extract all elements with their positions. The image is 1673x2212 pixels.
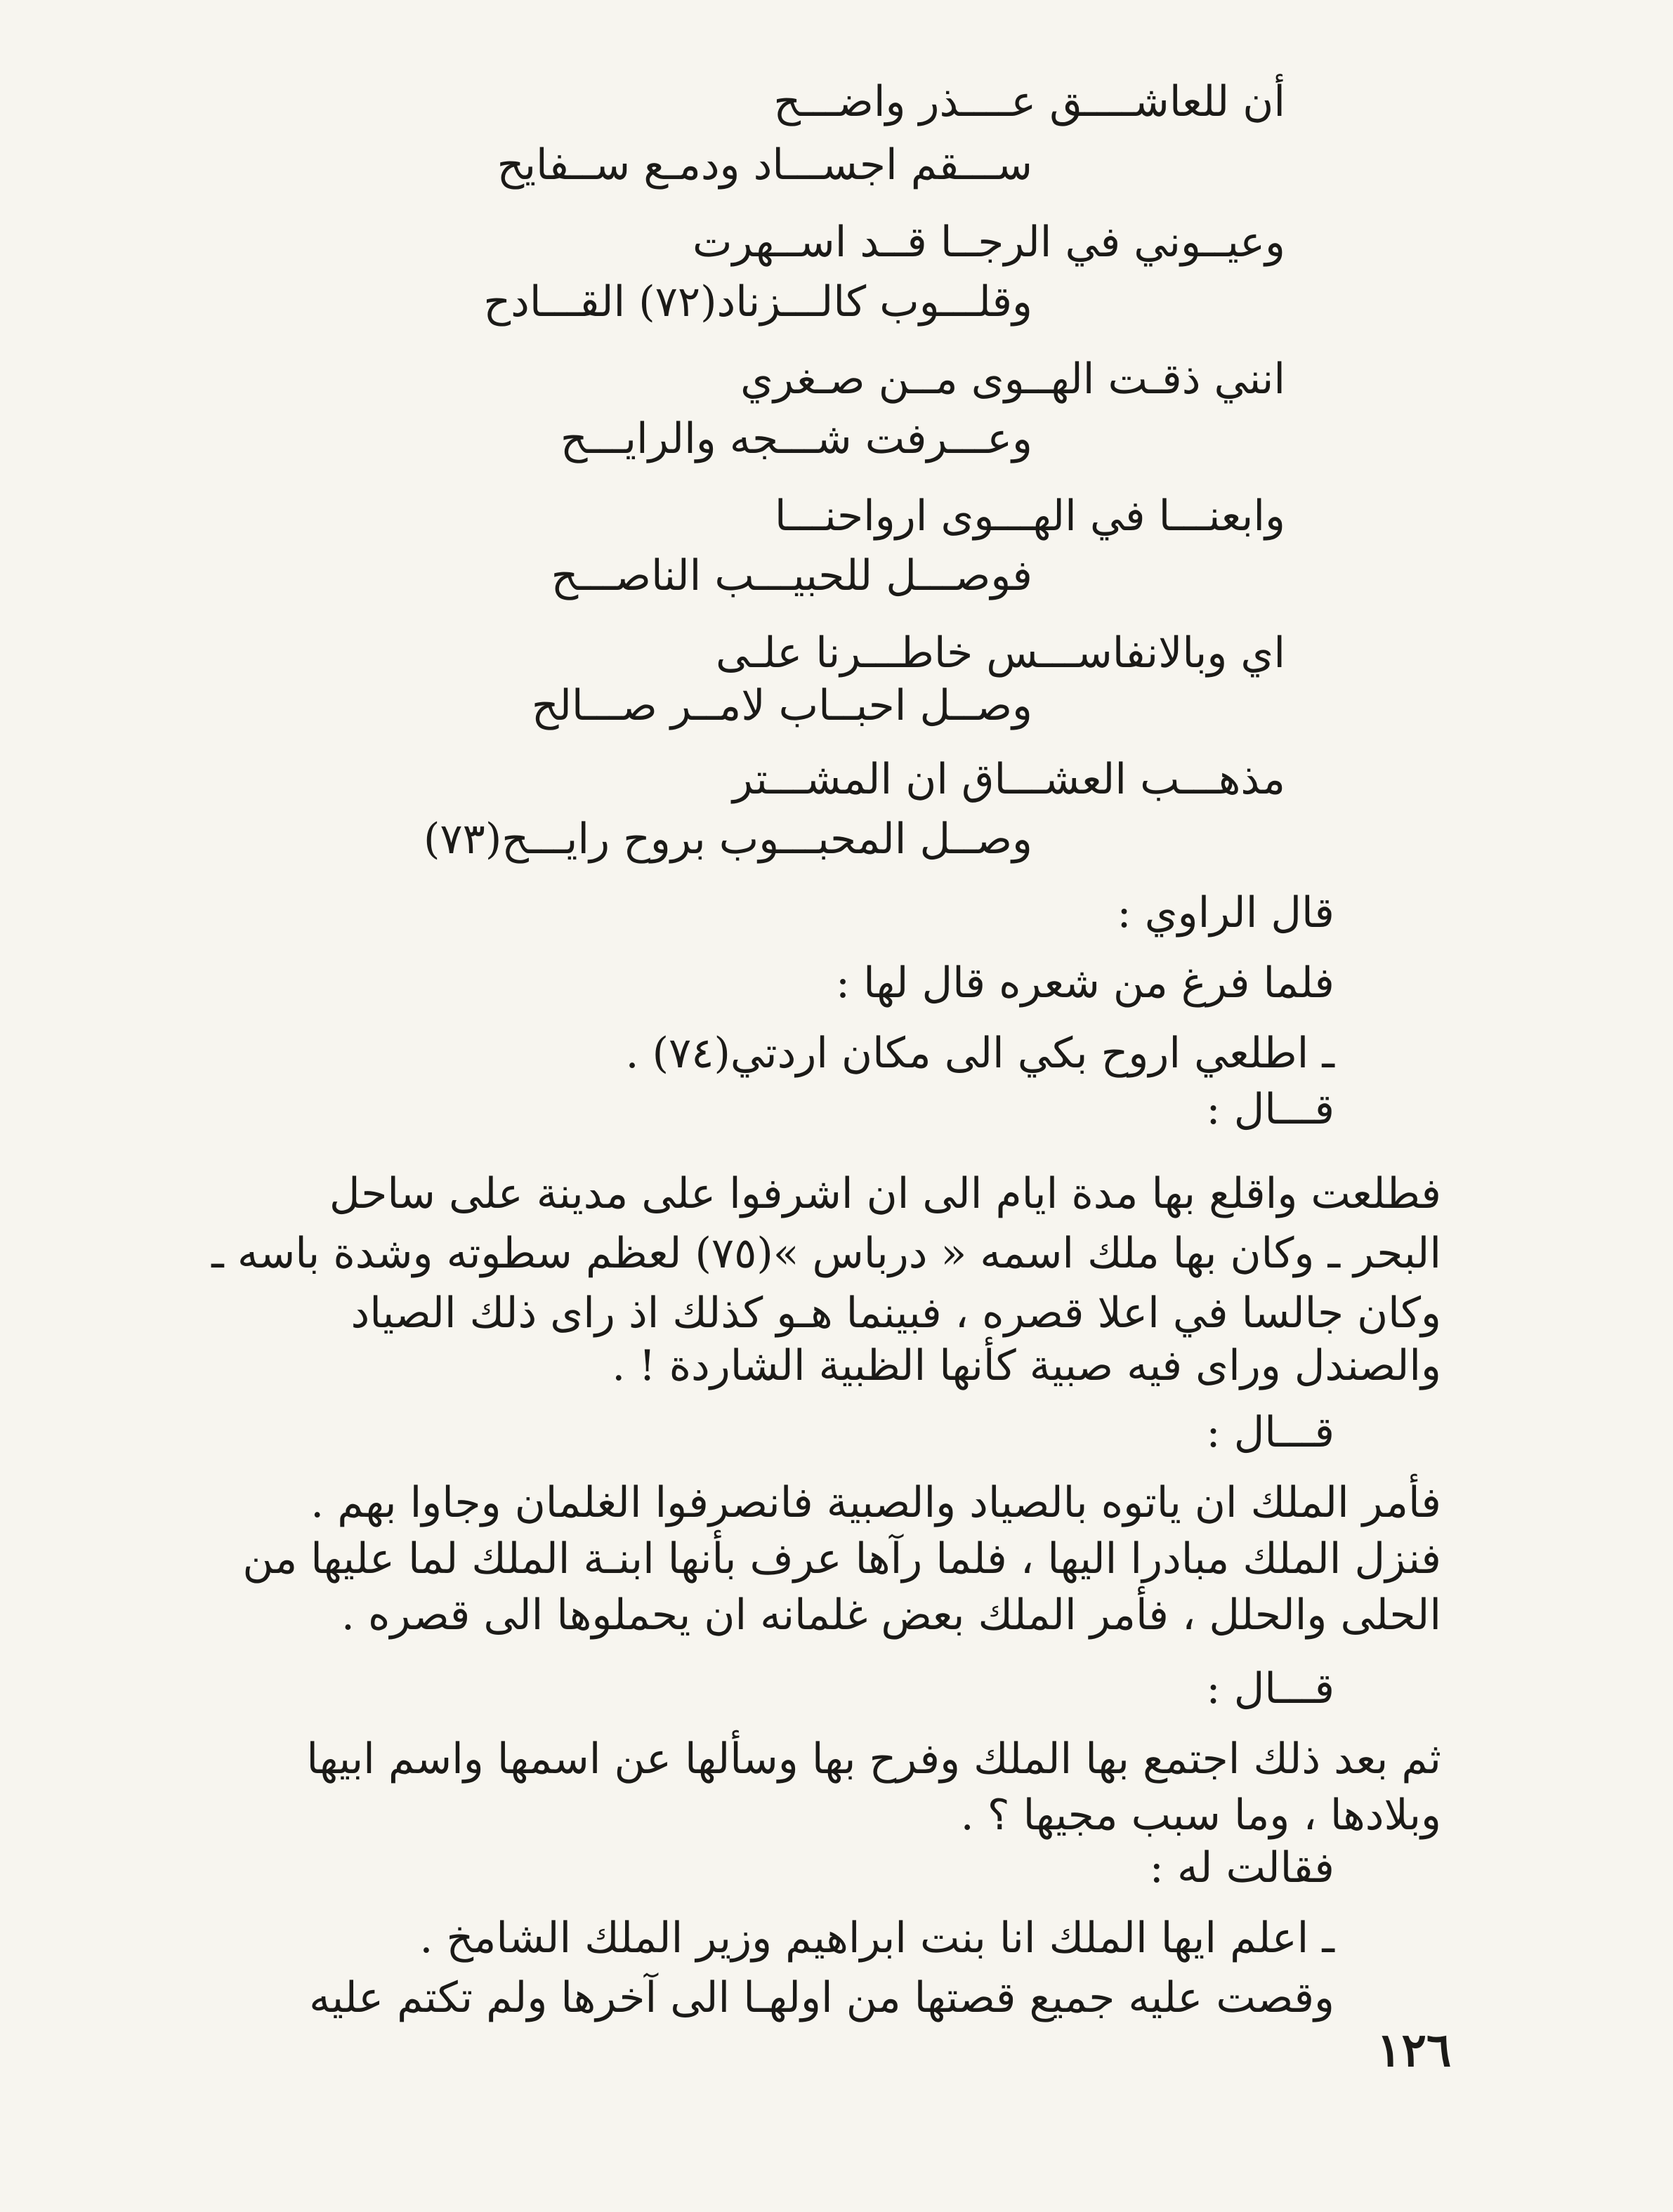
paragraph-2-line-3: الحلى والحلل ، فأمر الملك بعض غلمانه ان يحملوها الى قصره . xyxy=(341,1591,1441,1640)
poem-line-3b: وعـــرفت شـــجه والرايـــح xyxy=(560,414,1032,463)
narrative-line: فلما فرغ من شعره قال لها : xyxy=(835,959,1334,1008)
poem-line-4a: وابعنـــا في الهـــوى ارواحنـــا xyxy=(774,492,1285,541)
poem-line-2b: وقلـــوب كالـــزناد(٧٢) القـــادح xyxy=(483,277,1032,327)
narrator-heading: قال الراوي : xyxy=(1117,888,1334,937)
paragraph-1-line-3: وكان جالسا في اعلا قصره ، فبينما هـو كذلك اذ راى ذلك الصياد xyxy=(350,1289,1441,1338)
poem-line-3a: انني ذقـت الهــوى مــن صـغري xyxy=(740,355,1285,404)
poem-line-5b: وصــل احبــاب لامــر صـــالح xyxy=(531,681,1032,730)
dialogue-line: ـ اطلعي اروح بكي الى مكان اردتي(٧٤) . xyxy=(625,1029,1334,1078)
reply-line: ـ اعلم ايها الملك انا بنت ابراهيم وزير الملك الشامخ . xyxy=(419,1914,1334,1963)
poem-line-1b: ســـقم اجســـاد ودمـع ســفايح xyxy=(497,140,1032,190)
paragraph-1-line-1: فطلعت واقلع بها مدة ايام الى ان اشرفوا على مدينة على ساحل xyxy=(329,1169,1441,1218)
paragraph-1-line-4: والصندل وراى فيه صبية كأنها الظبية الشاردة ! . xyxy=(612,1341,1441,1390)
qal-heading: قـــال : xyxy=(1206,1408,1334,1457)
page-number: ١٢٦ xyxy=(1377,2022,1452,2077)
paragraph-2-line-1: فأمر الملك ان ياتوه بالصياد والصبية فانصرفوا الغلمان وجاوا بهم . xyxy=(310,1478,1441,1527)
paragraph-1-line-2: البحر ـ وكان بها ملك اسمه « درباس »(٧٥) لعظم سطوته وشدة باسه ـ xyxy=(211,1229,1441,1278)
qal-heading: قـــال : xyxy=(1206,1085,1334,1134)
faqalat-heading: فقالت له : xyxy=(1149,1843,1334,1892)
poem-line-5a: اي وبالانفاســـس خاطـــرنا علـى xyxy=(715,628,1285,678)
poem-line-4b: فوصـــل للحبيـــب الناصـــح xyxy=(551,551,1032,600)
poem-line-1a: أن للعاشــــق عــــذر واضـــح xyxy=(773,77,1285,126)
paragraph-2-line-2: فنزل الملك مبادرا اليها ، فلما رآها عرف بأنها ابنـة الملك لما عليها من xyxy=(242,1534,1441,1584)
poem-line-6b: وصــل المحبـــوب بروح رايـــح(٧٣) xyxy=(423,815,1032,864)
paragraph-3-line-2: وبلادها ، وما سبب مجيها ؟ . xyxy=(960,1791,1441,1840)
poem-line-2a: وعيــوني في الرجــا قــد اســهرت xyxy=(693,218,1285,267)
closing-line: وقصت عليه جميع قصتها من اولهـا الى آخرها ولم تكتم عليه xyxy=(309,1973,1334,2022)
paragraph-3-line-1: ثم بعد ذلك اجتمع بها الملك وفرح بها وسألها عن اسمها واسم ابيها xyxy=(306,1734,1441,1784)
poem-line-6a: مذهـــب العشـــاق ان المشـــتر xyxy=(733,755,1285,804)
qal-heading: قـــال : xyxy=(1206,1664,1334,1713)
